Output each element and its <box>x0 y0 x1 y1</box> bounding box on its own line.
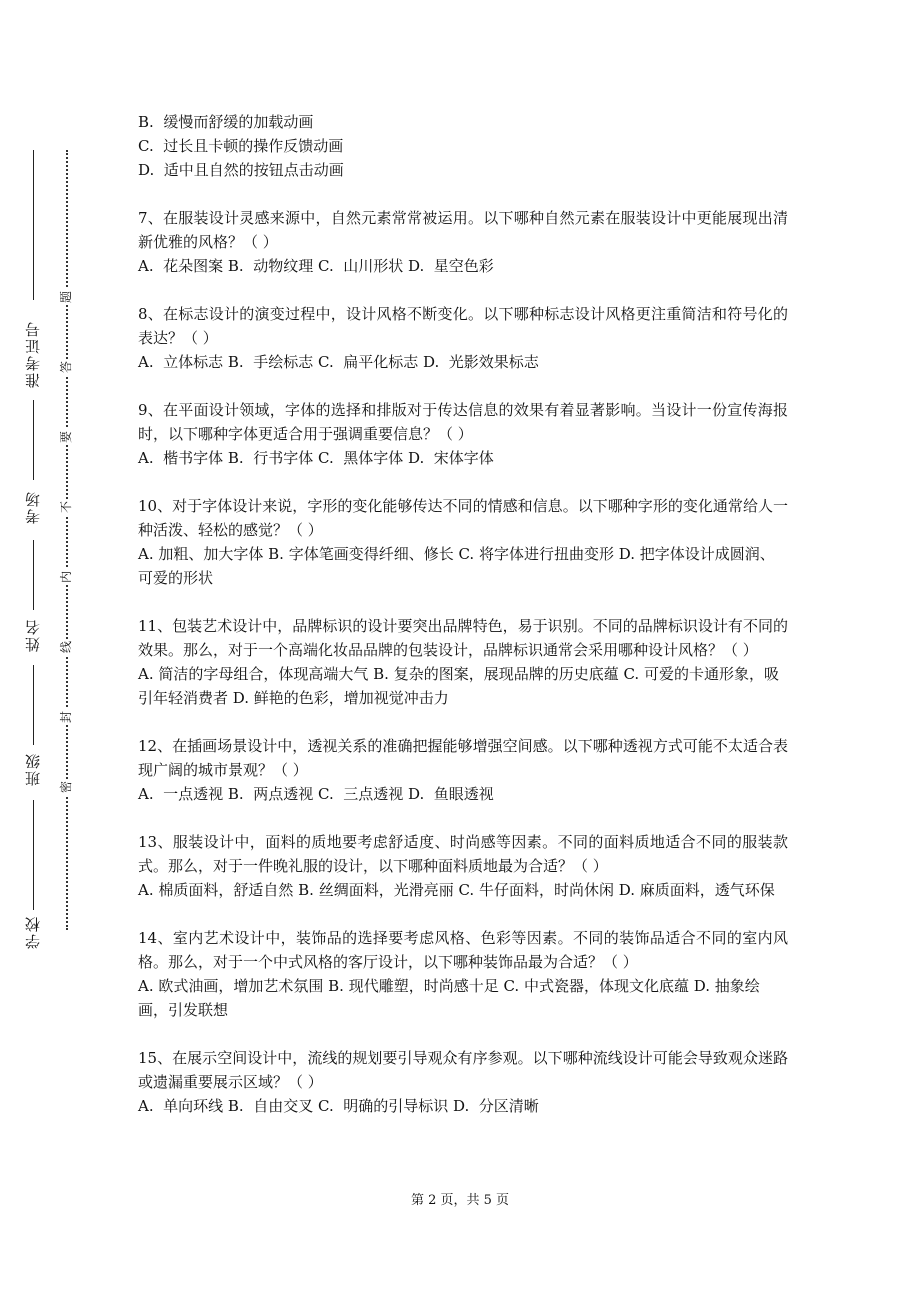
question-text: 15、在展示空间设计中，流线的规划要引导观众有序参观。以下哪种流线设计可能会导致观众迷路或遗漏重要展示区域？（ ） <box>138 1049 788 1091</box>
question-11 <box>138 614 788 710</box>
question-text: 12、在插画场景设计中，透视关系的准确把握能够增强空间感。以下哪种透视方式可能不太适合表现广阔的城市景观？（ ） <box>138 737 788 779</box>
question-7 <box>138 206 788 278</box>
seal-char-bu: 不 <box>59 501 73 514</box>
question-options: A. 立体标志 B. 手绘标志 C. 扁平化标志 D. 光影效果标志 <box>138 353 539 371</box>
question-9 <box>138 398 788 470</box>
seal-char-ti: 题 <box>59 291 73 304</box>
class-blank-line <box>33 665 34 745</box>
question-options: A. 楷书字体 B. 行书字体 C. 黑体字体 D. 宋体字体 <box>138 449 494 467</box>
seal-char-mi: 密 <box>59 781 73 794</box>
school-label: 学校 <box>24 915 42 949</box>
name-blank-line <box>33 540 34 610</box>
exam-room-blank-line <box>33 400 34 480</box>
question-text: 14、室内艺术设计中，装饰品的选择要考虑风格、色彩等因素。不同的装饰品适合不同的室内风格。那么，对于一个中式风格的客厅设计，以下哪种装饰品最为合适？（ ） <box>138 929 788 971</box>
name-label: 姓名 <box>24 618 42 652</box>
question-13 <box>138 830 788 902</box>
question-options: A. 欧式油画，增加艺术氛围 B. 现代雕塑，时尚感十足 C. 中式瓷器，体现文化底蕴 D. 抽象绘画，引发联想 <box>138 977 760 1019</box>
question-content <box>138 110 788 1118</box>
exam-room-label: 考场 <box>24 490 42 524</box>
school-name-blank-line <box>33 800 34 910</box>
question-options: A. 棉质面料，舒适自然 B. 丝绸面料，光滑亮丽 C. 牛仔面料，时尚休闲 D. 麻质面料，透气环保 <box>138 881 775 899</box>
question-text: 10、对于字体设计来说，字形的变化能够传达不同的情感和信息。以下哪种字形的变化通常给人一种活泼、轻松的感觉？（ ） <box>138 497 788 539</box>
exam-id-label: 准考证号 <box>24 320 42 388</box>
school-blank-line <box>33 150 34 300</box>
option-line: C. 过长且卡顿的操作反馈动画 <box>138 137 344 155</box>
question-text: 7、在服装设计灵感来源中，自然元素常常被运用。以下哪种自然元素在服装设计中更能展现出清新优雅的风格？（ ） <box>138 209 788 251</box>
question-options: A. 一点透视 B. 两点透视 C. 三点透视 D. 鱼眼透视 <box>138 785 494 803</box>
question-8 <box>138 302 788 374</box>
seal-char-nei: 内 <box>59 571 73 584</box>
page-footer: 第 2 页，共 5 页 <box>410 1193 510 1208</box>
question-6-continued <box>138 110 788 182</box>
question-12 <box>138 734 788 806</box>
class-label: 班级 <box>24 752 42 786</box>
question-text: 8、在标志设计的演变过程中，设计风格不断变化。以下哪种标志设计风格更注重简洁和符号化的表达？（ ） <box>138 305 788 347</box>
seal-char-yao: 要 <box>59 431 73 444</box>
seal-char-da: 答 <box>59 361 73 374</box>
question-15 <box>138 1046 788 1118</box>
question-text: 9、在平面设计领域，字体的选择和排版对于传达信息的效果有着显著影响。当设计一份宣传海报时，以下哪种字体更适合用于强调重要信息？（ ） <box>138 401 788 443</box>
seal-char-feng: 封 <box>59 711 73 724</box>
question-14 <box>138 926 788 1022</box>
question-options: A. 单向环线 B. 自由交叉 C. 明确的引导标识 D. 分区清晰 <box>138 1097 539 1115</box>
seal-char-xian: 线 <box>59 641 73 654</box>
option-line: B. 缓慢而舒缓的加载动画 <box>138 113 314 131</box>
question-10 <box>138 494 788 590</box>
question-text: 13、服装设计中，面料的质地要考虑舒适度、时尚感等因素。不同的面料质地适合不同的服装款式。那么，对于一件晚礼服的设计，以下哪种面料质地最为合适？（ ） <box>138 833 788 875</box>
question-options: A. 简洁的字母组合，体现高端大气 B. 复杂的图案，展现品牌的历史底蕴 C. 可爱的卡通形象，吸引年轻消费者 D. 鲜艳的色彩，增加视觉冲击力 <box>138 665 779 707</box>
option-line: D. 适中且自然的按钮点击动画 <box>138 161 344 179</box>
exam-binding-margin <box>0 0 90 1302</box>
question-options: A. 加粗、加大字体 B. 字体笔画变得纤细、修长 C. 将字体进行扭曲变形 D. 把字体设计成圆润、可爱的形状 <box>138 545 775 587</box>
seal-dotted-line <box>66 150 68 930</box>
question-text: 11、包装艺术设计中，品牌标识的设计要突出品牌特色，易于识别。不同的品牌标识设计有不同的效果。那么，对于一个高端化妆品品牌的包装设计，品牌标识通常会采用哪种设计风格？（ ） <box>138 617 788 659</box>
question-options: A. 花朵图案 B. 动物纹理 C. 山川形状 D. 星空色彩 <box>138 257 494 275</box>
